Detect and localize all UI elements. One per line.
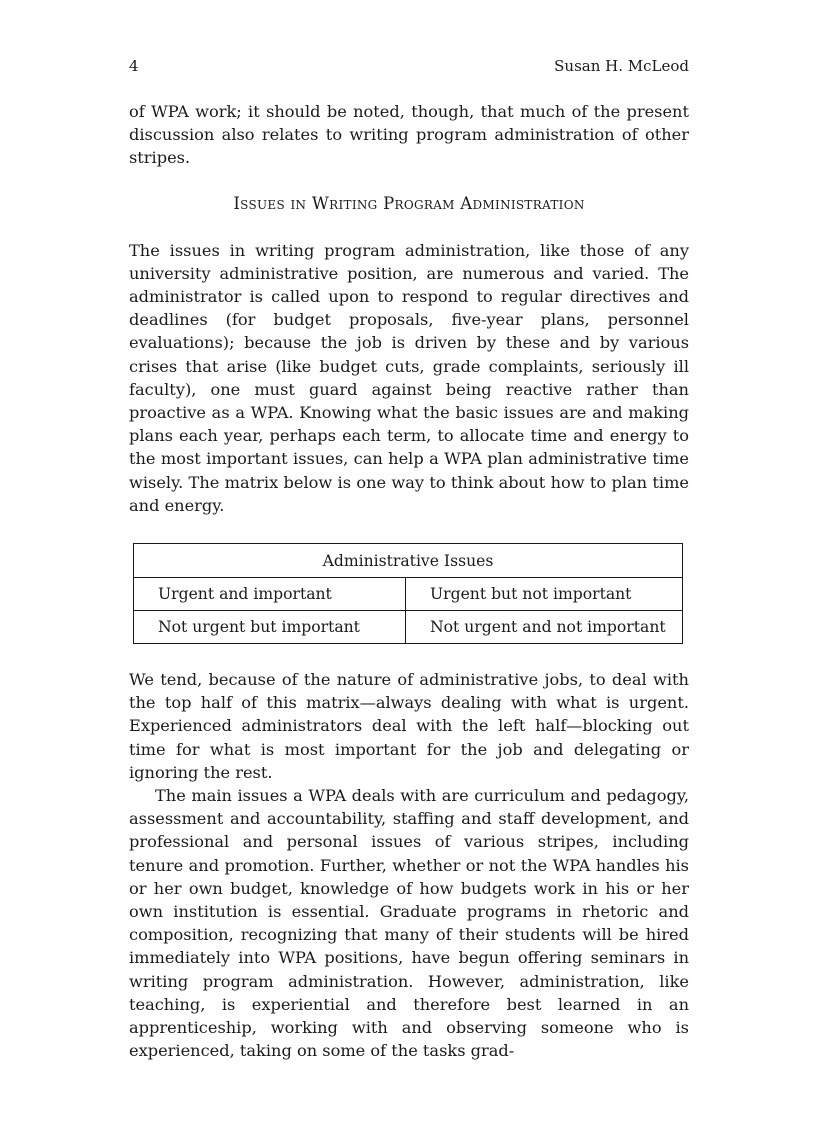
paragraph-continuation: of WPA work; it should be noted, though, that much of the present discussion also relates to writing program administration of other stripes.	[129, 102, 689, 168]
paragraph-issues-intro: The issues in writing program administration, like those of any university administrative position, are numerous and varied. The administrator is called upon to respond to regular directives and deadlines (for budget proposals, five-year plans, personnel evaluations); because the job is driven by these and by various crises that arise (like budget cuts, grade complaints, seriously ill faculty), one must guard against being reactive rather than proactive as a WPA. Knowing what the basic issues are and making plans each year, perhaps each term, to allocate time and energy to the most important issues, can help a WPA plan administrative time wisely. The matrix below is one way to think about how to plan time and energy.	[129, 240, 689, 515]
matrix-header-row	[134, 544, 683, 578]
matrix-row-urgent	[134, 578, 683, 611]
running-head	[129, 56, 689, 76]
matrix-title: Administrative Issues	[134, 544, 683, 578]
author-name: Susan H. McLeod	[554, 57, 689, 75]
page-number: 4	[129, 57, 139, 75]
matrix-row-not-urgent	[134, 611, 683, 644]
matrix-cell-not-urgent-not-important: Not urgent and not important	[406, 611, 683, 644]
paragraph-matrix-discussion: We tend, because of the nature of administrative jobs, to deal with the top half of this matrix—always dealing with what is urgent. Experienced administrators deal with the left half—blocking out time for what is most important for the job and delegating or ignoring the rest.	[129, 670, 689, 782]
matrix-cell-urgent-not-important: Urgent but not important	[406, 578, 683, 611]
book-page	[129, 56, 689, 1063]
section-heading: Issues in Writing Program Administration	[233, 193, 585, 213]
matrix-cell-urgent-important: Urgent and important	[134, 578, 406, 611]
matrix-cell-not-urgent-important: Not urgent but important	[134, 611, 406, 644]
administrative-issues-matrix	[133, 543, 683, 644]
paragraph-main-issues: The main issues a WPA deals with are curriculum and pedagogy, assessment and accountability, staffing and staff development, and professional and personal issues of various stripes, including tenure and promotion. Further, whether or not the WPA handles his or her own budget, knowledge of how budgets work in his or her own institution is essential. Graduate programs in rhetoric and composition, recognizing that many of their students will be hired immediately into WPA positions, have begun offering seminars in writing program administration. However, administration, like teaching, is experiential and therefore best learned in an apprenticeship, working with and observing someone who is experienced, taking on some of the tasks grad-	[129, 786, 689, 1061]
